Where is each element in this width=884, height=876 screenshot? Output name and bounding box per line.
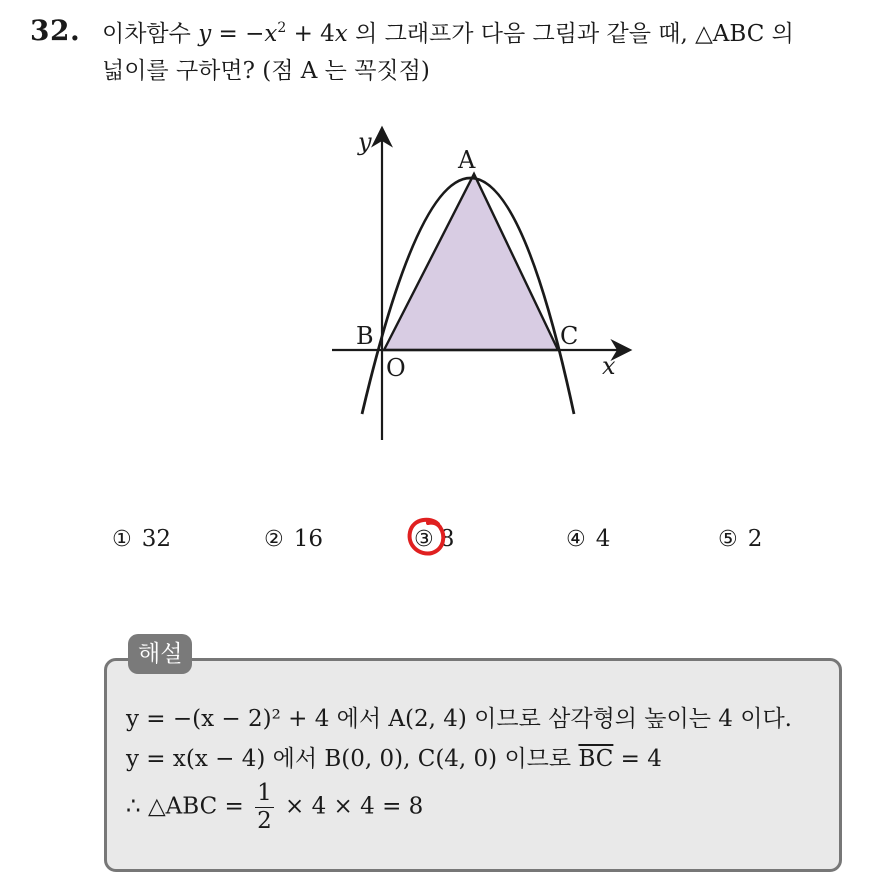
- segment-bc: $\overline{BC}$: [578, 746, 614, 772]
- choice-3-value: 8: [439, 526, 455, 552]
- point-c-label: C: [560, 322, 579, 350]
- choice-3-number: ③: [414, 527, 434, 552]
- solution-line-3-text: ∴ △ABC =: [126, 793, 252, 820]
- fraction-numerator: 1: [257, 780, 272, 806]
- fn-x2: x: [334, 21, 348, 47]
- choice-1-number: ①: [112, 527, 132, 552]
- parabola-graph: [318, 118, 638, 448]
- fn-exponent: 2: [277, 20, 287, 36]
- question-number: 32.: [30, 14, 81, 47]
- choice-5-value: 2: [747, 526, 763, 552]
- choice-5[interactable]: [718, 526, 762, 552]
- fraction-denominator: 2: [257, 808, 272, 834]
- solution-line-2: [126, 740, 662, 773]
- question-intro: 이차함수: [102, 21, 191, 47]
- choice-4[interactable]: [566, 526, 610, 552]
- choice-5-number: ⑤: [718, 527, 738, 552]
- fn-x: x: [264, 21, 278, 47]
- fn-y: y: [198, 21, 212, 47]
- choice-4-value: 4: [595, 526, 611, 552]
- origin-label: O: [386, 354, 406, 382]
- x-axis-label: x: [602, 352, 616, 380]
- fn-eq: = −: [211, 21, 265, 47]
- solution-line-2-result: = 4: [613, 746, 662, 772]
- solution-line-2-text: y = x(x − 4) 에서 B(0, 0), C(4, 0) 이므로: [126, 746, 579, 772]
- point-b-label: B: [356, 322, 374, 350]
- choice-2-value: 16: [293, 526, 324, 552]
- question-condition: 의 그래프가 다음 그림과 같을 때, △ABC 의: [355, 21, 794, 47]
- choice-4-number: ④: [566, 527, 586, 552]
- choice-1[interactable]: [112, 526, 171, 552]
- solution-line-3: [126, 780, 423, 835]
- fraction-one-half: [255, 780, 274, 835]
- solution-line-3-result: × 4 × 4 = 8: [277, 793, 424, 820]
- answer-circle-mark: [404, 514, 450, 560]
- y-axis-label: y: [358, 128, 372, 156]
- point-a-label: A: [458, 146, 476, 174]
- fn-rest: + 4: [286, 21, 335, 47]
- question-text: [102, 16, 872, 90]
- choice-2-number: ②: [264, 527, 284, 552]
- choice-1-value: 32: [141, 526, 172, 552]
- solution-tag: 해설: [128, 634, 192, 674]
- question-line-2: 넓이를 구하면? (점 A 는 꼭짓점): [102, 58, 430, 84]
- question-line-1: [102, 16, 872, 53]
- solution-line-1: y = −(x − 2)² + 4 에서 A(2, 4) 이므로 삼각형의 높이는 4 이다.: [126, 706, 792, 732]
- choice-2[interactable]: [264, 526, 323, 552]
